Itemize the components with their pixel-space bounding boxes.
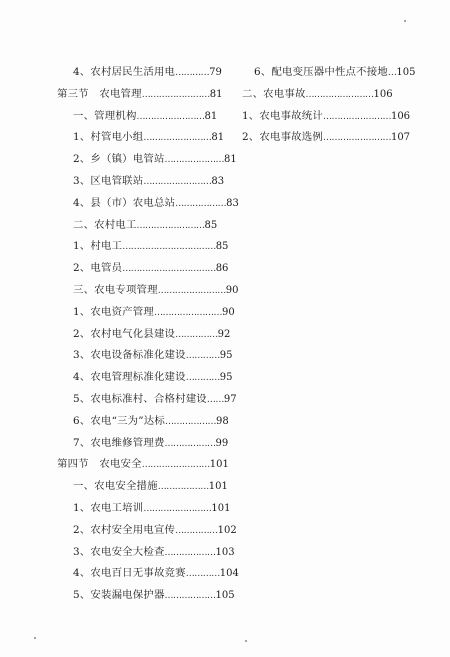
toc-entry-title: 4、农电管理标准化建设 [73,371,186,384]
toc-leader-dots: …………………… [153,307,222,318]
toc-page-number: 86 [215,263,229,275]
toc-entry [57,238,229,254]
toc-leader-dots: …………………… [157,286,226,296]
toc-entry [57,217,218,233]
toc-page-number: 101 [208,481,228,493]
toc-leader-dots: ……………… [164,438,216,449]
toc-entry-title: 1、农电工培训 [73,502,144,514]
toc-entry-title: 1、村电工 [73,240,123,253]
toc-entry-title: 2、农村安全用电宣传 [73,523,176,536]
toc-entry [57,522,237,538]
toc-leader-dots: ……………… [164,591,216,602]
toc-entry-title: 3、农电安全大检查 [73,545,165,558]
toc-leader-dots: ………… [185,373,220,384]
toc-leader-dots: …………………… [305,89,374,100]
toc-entry [57,304,235,320]
toc-entry-title: 3、农电设备标准化建设 [73,349,186,362]
toc-page-number: 81 [209,88,223,100]
toc-leader-dots: …………………… [141,460,210,471]
toc-leader-dots: …………………… [322,133,391,144]
toc-page-number: 106 [390,110,411,122]
toc-page-number: 83 [226,197,239,209]
toc-entry-title: 6、配电变压器中性点不接地 [254,66,388,78]
toc-entry [57,347,233,363]
toc-page-number: 90 [225,285,239,296]
toc-page-number: 95 [219,372,233,384]
toc-leader-dots: ……………… [164,547,216,558]
toc-entry [57,587,235,603]
toc-page-number: 95 [219,350,233,362]
toc-page-number: 90 [221,306,235,318]
toc-leader-dots: …… [206,395,224,405]
toc-entry-title: 3、区电管联站 [73,175,144,187]
toc-entry-title: 三、农电专项管理 [73,284,158,296]
toc-entry-title: 2、电管员 [73,262,123,275]
toc-entry-title: 5、安装漏电保护器 [73,589,165,602]
toc-entry [57,478,228,494]
toc-page-number: 107 [390,132,411,144]
toc-leader-dots: …………………………… [122,242,216,253]
toc-entry-title: 4、农村居民生活用电 [73,66,176,78]
toc-entry [57,435,229,451]
toc-page-number: 85 [204,219,218,231]
toc-leader-dots: ………………… [164,155,225,166]
toc-leader-dots: …………………… [322,111,391,122]
toc-page-number: 97 [223,394,237,405]
toc-entry [57,260,229,276]
toc-entry [242,86,393,102]
toc-entry [57,369,233,385]
toc-leader-dots: ………… [185,351,220,362]
toc-leader-dots: …………… [175,525,218,536]
toc-leader-dots: ………… [185,569,220,580]
toc-entry [57,151,237,167]
scan-speck [404,20,406,22]
toc-entry [57,173,225,189]
toc-entry-title: 二、农村电工 [73,218,137,231]
toc-entry [57,64,222,80]
toc-page-number: 102 [217,524,237,536]
toc-entry [242,108,411,124]
toc-entry [57,500,231,516]
toc-entry [57,326,231,342]
toc-leader-dots: … [387,68,397,78]
toc-entry-title: 6、农电“三为”达标 [73,414,165,427]
toc-entry [242,64,416,80]
toc-page-number: 98 [215,415,229,427]
toc-page-number: 81 [211,132,225,144]
toc-page-number: 103 [215,546,235,558]
toc-page-number: 85 [215,241,229,253]
toc-entry [57,565,239,581]
toc-entry-title: 1、村管电小组 [73,131,144,144]
toc-page-number: 92 [217,328,231,340]
toc-entry [57,86,223,102]
toc-entry-title: 2、乡（镇）电管站 [73,153,165,166]
toc-leader-dots: …………………… [143,177,212,187]
toc-page-number: 106 [373,88,393,100]
scan-speck [34,637,36,639]
toc-page-number: 79 [209,67,222,78]
toc-page-number: 104 [219,568,239,580]
toc-page-number: 105 [215,590,235,602]
toc-entry [57,391,237,407]
toc-entry-title: 第三节 农电管理 [57,87,142,100]
toc-page-number: 83 [211,176,225,187]
toc-entry-title: 2、农电事故选例 [242,131,323,144]
toc-entry-title: 第四节 农电安全 [57,458,142,471]
toc-page-number: 81 [204,110,218,122]
toc-leader-dots: ………… [175,68,210,78]
toc-entry-title: 7、农电维修管理费 [73,436,165,449]
toc-entry-title: 1、农电资产管理 [73,305,154,318]
toc-entry-title: 2、农村电气化县建设 [73,327,176,340]
toc-leader-dots: …………………… [136,111,205,122]
toc-page-number: 81 [224,154,237,166]
toc-entry [242,129,411,145]
toc-leader-dots: ……………… [175,198,227,209]
toc-leader-dots: …………………… [143,504,212,514]
toc-entry [57,129,225,145]
toc-entry [57,456,229,472]
toc-entry [57,544,235,560]
toc-leader-dots: …………………… [141,89,210,100]
toc-entry-title: 5、农电标准村、合格村建设 [73,393,207,405]
toc-leader-dots: ……………… [164,416,216,427]
toc-leader-dots: …………………… [143,133,212,144]
toc-page-number: 101 [211,503,231,514]
toc-entry [57,413,229,429]
toc-page-number: 101 [209,459,229,471]
toc-entry-title: 1、农电事故统计 [242,109,323,122]
toc-entry-title: 一、管理机构 [73,109,137,122]
toc-leader-dots: ……………… [157,482,209,493]
toc-entry [57,282,239,298]
toc-page-number: 99 [215,437,229,449]
toc-entry-title: 一、农电安全措施 [73,480,158,493]
scan-speck [245,640,247,642]
toc-entry-title: 二、农电事故 [242,87,306,100]
toc-leader-dots: …………………………… [122,264,216,275]
toc-leader-dots: …………………… [136,220,205,231]
toc-entry [57,195,239,211]
toc-leader-dots: …………… [175,329,218,340]
toc-page-number: 105 [396,67,416,78]
toc-entry [57,108,218,124]
toc-entry-title: 4、县（市）农电总站 [73,196,176,209]
toc-entry-title: 4、农电百日无事故竞赛 [73,567,186,580]
